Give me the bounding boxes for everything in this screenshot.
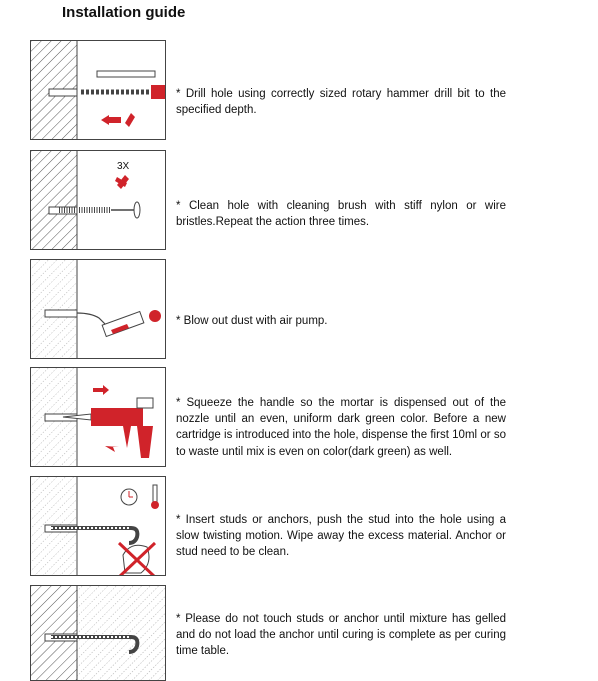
drill-illustration bbox=[30, 40, 166, 140]
step-6-text: * Please do not touch studs or anchor until mixture has gelled and do not load the anchor until curing is complete as per curing time table. bbox=[176, 613, 506, 658]
step-5-text: * Insert studs or anchors, push the stud into the hole using a slow twisting motion. Wipe away the excess material. Anchor or stud need to be clean. bbox=[176, 514, 506, 559]
step-2-text: * Clean hole with cleaning brush with stiff nylon or wire bristles.Repeat the action three times. bbox=[176, 200, 506, 229]
page-title: Installation guide bbox=[62, 4, 186, 21]
air-pump-illustration bbox=[30, 259, 166, 359]
curing-illustration bbox=[30, 585, 166, 681]
step-1-text: * Drill hole using correctly sized rotary hammer drill bit to the specified depth. bbox=[176, 88, 506, 117]
dispenser-illustration bbox=[30, 367, 166, 467]
repeat-badge: 3X bbox=[117, 161, 130, 172]
step-4-text: * Squeeze the handle so the mortar is dispensed out of the nozzle until an even, uniform dark green color. Before a new cartridge is introduced into the hole, dispense the first 10ml or so to waste until mix is even on color(dark green) as well. bbox=[176, 397, 506, 458]
insert-stud-illustration bbox=[30, 476, 166, 576]
brush-illustration bbox=[30, 150, 166, 250]
step-3-text: * Blow out dust with air pump. bbox=[176, 315, 328, 327]
thermometer-icon bbox=[153, 485, 157, 503]
